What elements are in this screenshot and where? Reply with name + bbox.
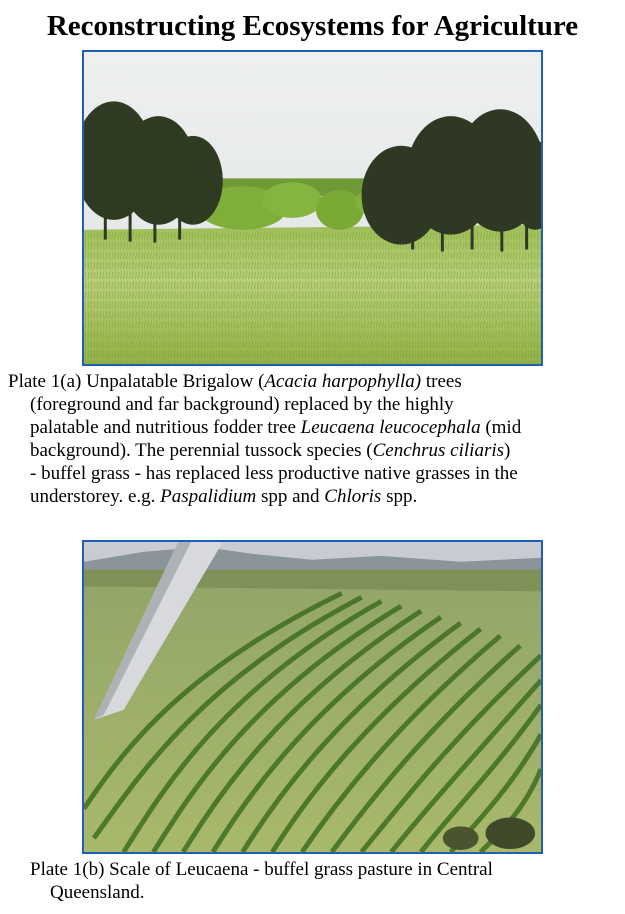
caption-line: understorey. e.g. Paspalidium spp and Chloris spp. bbox=[30, 486, 418, 507]
plate-1a-photo bbox=[82, 50, 543, 366]
caption-line: (foreground and far background) replaced by the highly bbox=[30, 394, 454, 415]
caption-line: Plate 1(b) Scale of Leucaena - buffel grass pasture in Central bbox=[30, 859, 493, 880]
page-title: Reconstructing Ecosystems for Agriculture bbox=[46, 10, 579, 42]
plate-1a-caption bbox=[8, 370, 620, 508]
brigalow-leucaena-image bbox=[84, 52, 541, 364]
plate-1b-photo bbox=[82, 540, 543, 854]
caption-line: palatable and nutritious fodder tree Leucaena leucocephala (mid bbox=[30, 417, 522, 438]
aerial-leucaena-rows-image bbox=[84, 542, 541, 852]
plate-1b-caption bbox=[30, 858, 620, 904]
caption-line: Plate 1(a) Unpalatable Brigalow (Acacia harpophylla) trees bbox=[8, 371, 462, 392]
caption-line: - buffel grass - has replaced less productive native grasses in the bbox=[30, 463, 518, 484]
caption-line: Queensland. bbox=[50, 882, 145, 903]
caption-line: background). The perennial tussock species (Cenchrus ciliaris) bbox=[30, 440, 511, 461]
